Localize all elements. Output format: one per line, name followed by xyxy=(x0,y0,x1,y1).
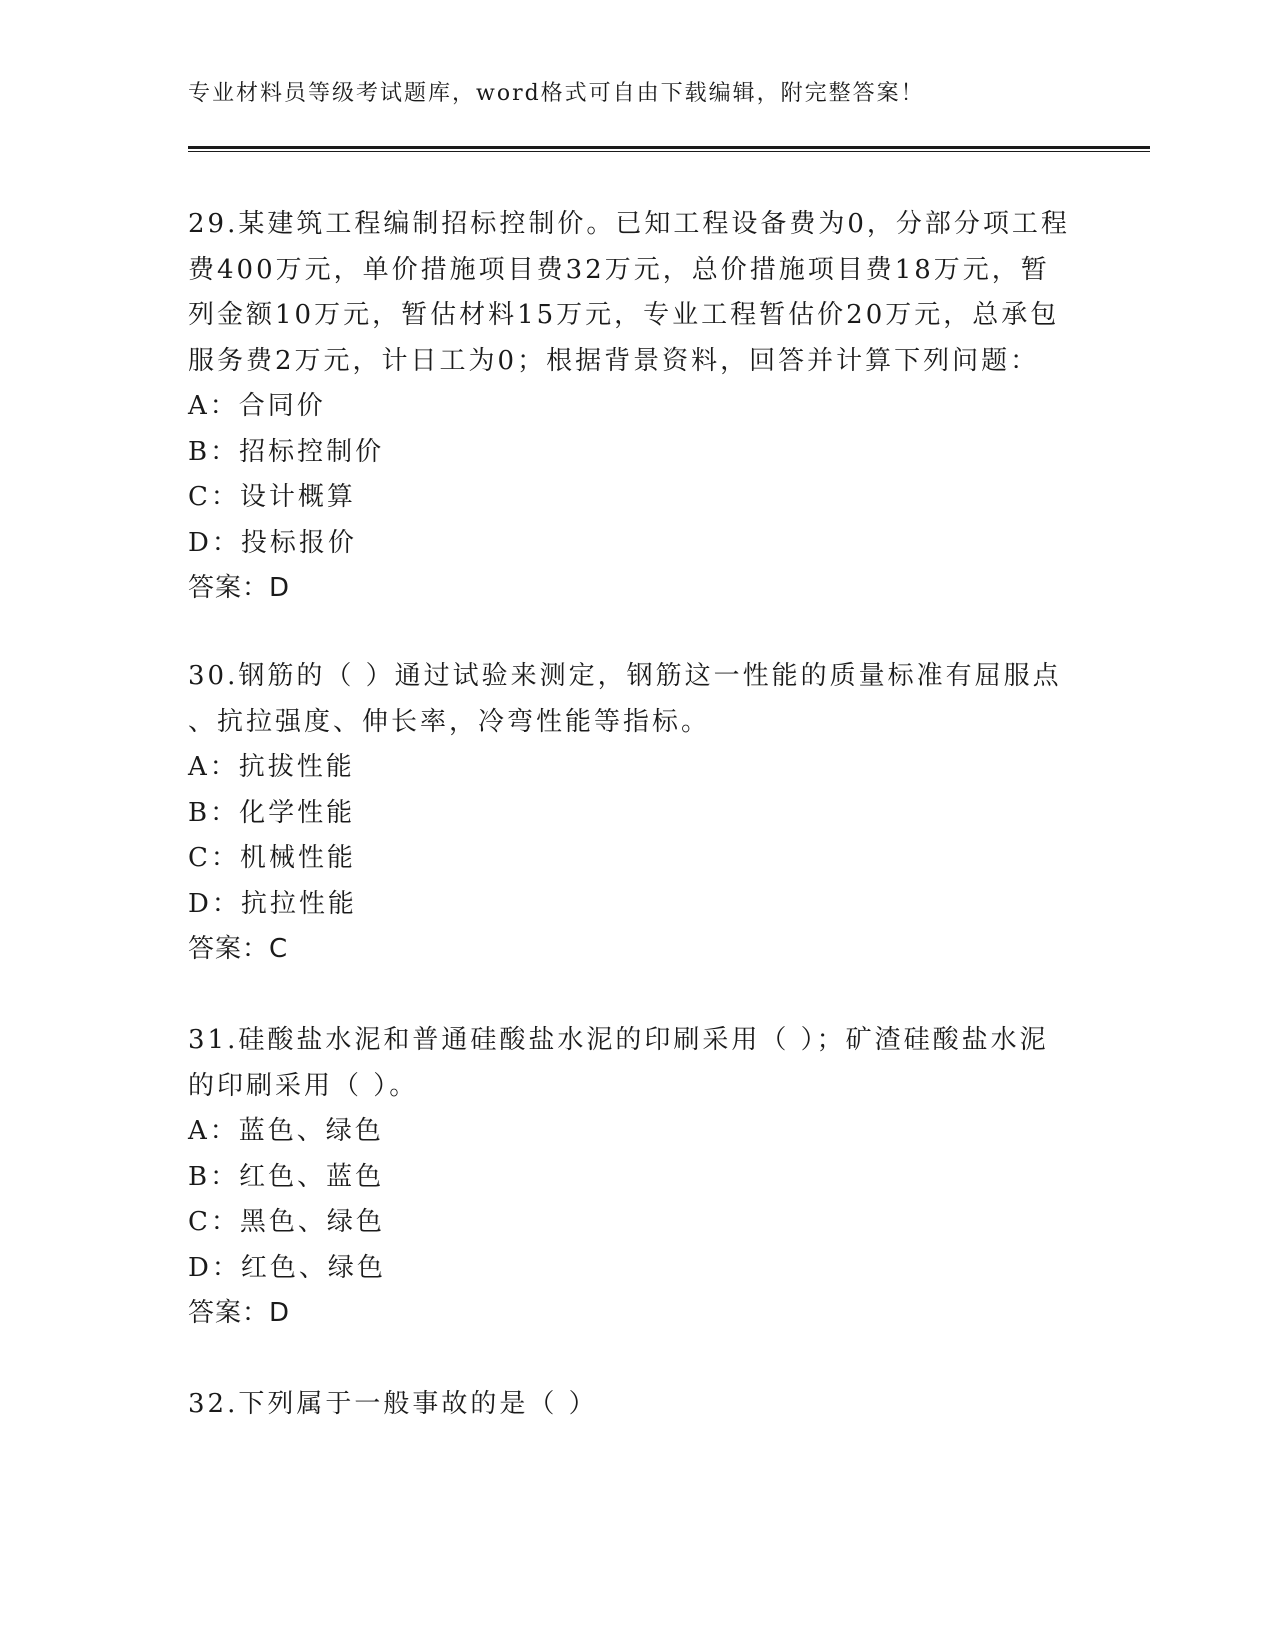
option-a: A：抗拔性能 xyxy=(188,752,355,782)
option-b: B：招标控制价 xyxy=(188,436,385,467)
option-c: C：黑色、绿色 xyxy=(188,1207,385,1237)
option-b: B：化学性能 xyxy=(188,797,356,828)
question-stem-line: 服务费2万元，计日工为0；根据背景资料，回答并计算下列问题： xyxy=(188,345,1040,376)
option-d: D：抗拉性能 xyxy=(188,888,357,919)
option-a: A：合同价 xyxy=(188,391,326,421)
option-d: D：投标报价 xyxy=(188,527,357,558)
option-d: D：红色、绿色 xyxy=(188,1252,386,1283)
question-stem-line: 费400万元，单价措施项目费32万元，总价措施项目费18万元，暂 xyxy=(188,254,1050,285)
question-stem-line: 31.硅酸盐水泥和普通硅酸盐水泥的印刷采用（ ）；矿渣硅酸盐水泥 xyxy=(188,1025,1049,1055)
question-stem-line: 、抗拉强度、伸长率，冷弯性能等指标。 xyxy=(188,706,711,737)
question-stem-line: 29.某建筑工程编制招标控制价。已知工程设备费为0，分部分项工程 xyxy=(188,209,1070,239)
header-rule-thin xyxy=(188,151,1150,152)
page-header: 专业材料员等级考试题库，word格式可自由下载编辑，附完整答案！ xyxy=(188,81,925,106)
question-30 xyxy=(188,654,1088,973)
header-rule-thick xyxy=(188,146,1150,149)
question-32 xyxy=(188,1382,1088,1428)
question-stem-line: 32.下列属于一般事故的是（ ） xyxy=(188,1389,598,1419)
option-c: C：设计概算 xyxy=(188,482,356,512)
question-stem-line: 的印刷采用（ ）。 xyxy=(188,1070,419,1101)
question-31 xyxy=(188,1018,1088,1337)
question-stem-line: 30.钢筋的（ ）通过试验来测定，钢筋这一性能的质量标准有屈服点 xyxy=(188,661,1062,691)
option-c: C：机械性能 xyxy=(188,843,356,873)
question-stem-line: 列金额10万元，暂估材料15万元，专业工程暂估价20万元，总承包 xyxy=(188,300,1060,330)
question-29 xyxy=(188,202,1088,612)
answer: 答案：D xyxy=(188,1298,291,1328)
option-b: B：红色、蓝色 xyxy=(188,1161,385,1192)
answer: 答案：D xyxy=(188,573,291,603)
answer: 答案：C xyxy=(188,934,289,964)
option-a: A：蓝色、绿色 xyxy=(188,1116,384,1146)
